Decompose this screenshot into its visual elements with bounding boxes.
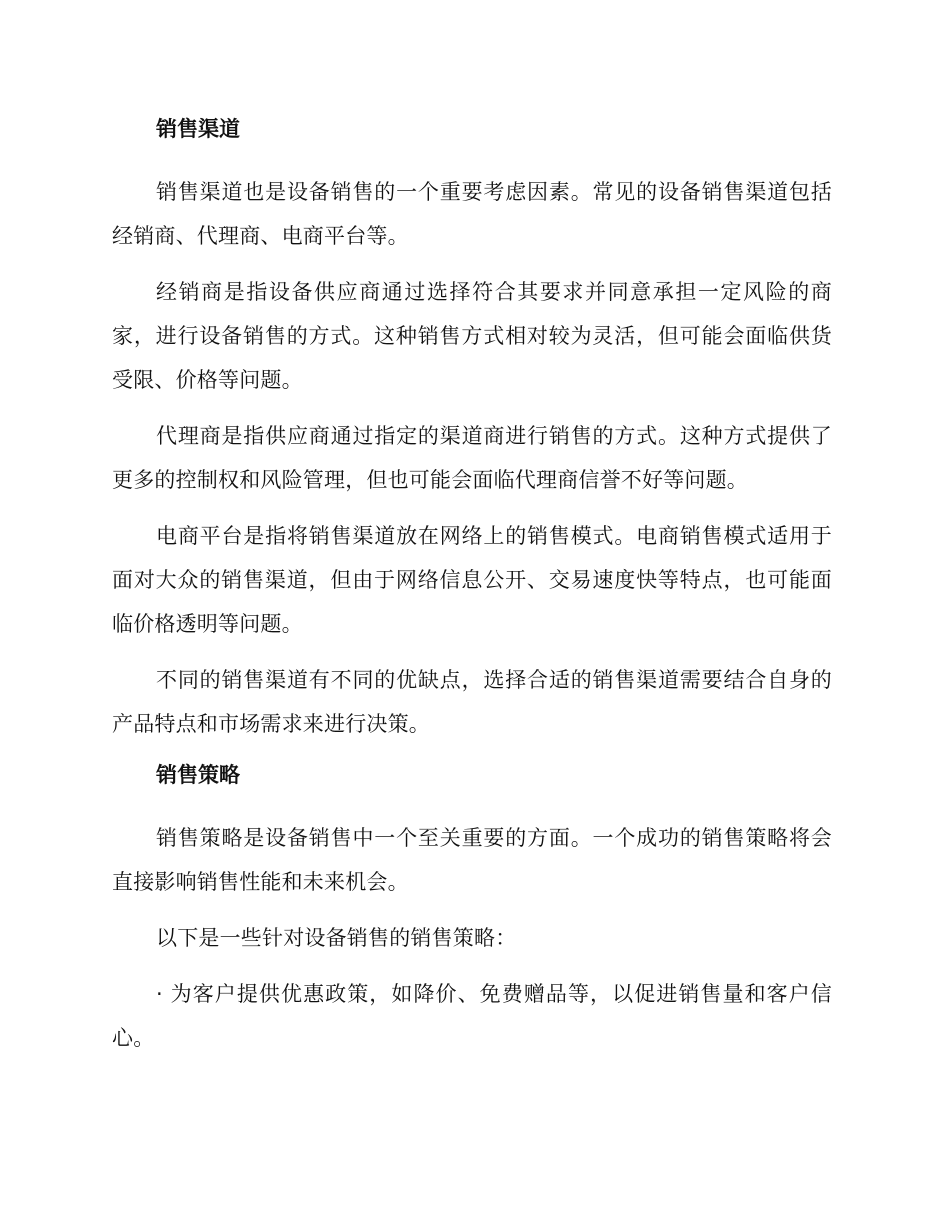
paragraph: 代理商是指供应商通过指定的渠道商进行销售的方式。这种方式提供了更多的控制权和风险管理，但也可能会面临代理商信誉不好等问题。 <box>112 424 832 492</box>
bullet-item: · 为客户提供优惠政策，如降价、免费赠品等，以促进销售量和客户信心。 <box>112 982 832 1050</box>
section-heading-sales-channels: 销售渠道 <box>156 117 240 141</box>
paragraph: 经销商是指设备供应商通过选择符合其要求并同意承担一定风险的商家，进行设备销售的方式。这种销售方式相对较为灵活，但可能会面临供货受限、价格等问题。 <box>112 280 832 392</box>
paragraph: 销售渠道也是设备销售的一个重要考虑因素。常见的设备销售渠道包括经销商、代理商、电商平台等。 <box>112 180 832 248</box>
paragraph: 销售策略是设备销售中一个至关重要的方面。一个成功的销售策略将会直接影响销售性能和未来机会。 <box>112 826 832 894</box>
document-page <box>112 112 832 1072</box>
paragraph: 以下是一些针对设备销售的销售策略： <box>156 926 517 950</box>
paragraph: 电商平台是指将销售渠道放在网络上的销售模式。电商销售模式适用于面对大众的销售渠道，但由于网络信息公开、交易速度快等特点，也可能面临价格透明等问题。 <box>112 524 832 636</box>
paragraph: 不同的销售渠道有不同的优缺点，选择合适的销售渠道需要结合自身的产品特点和市场需求来进行决策。 <box>112 668 832 736</box>
section-heading-sales-strategy: 销售策略 <box>156 763 240 787</box>
